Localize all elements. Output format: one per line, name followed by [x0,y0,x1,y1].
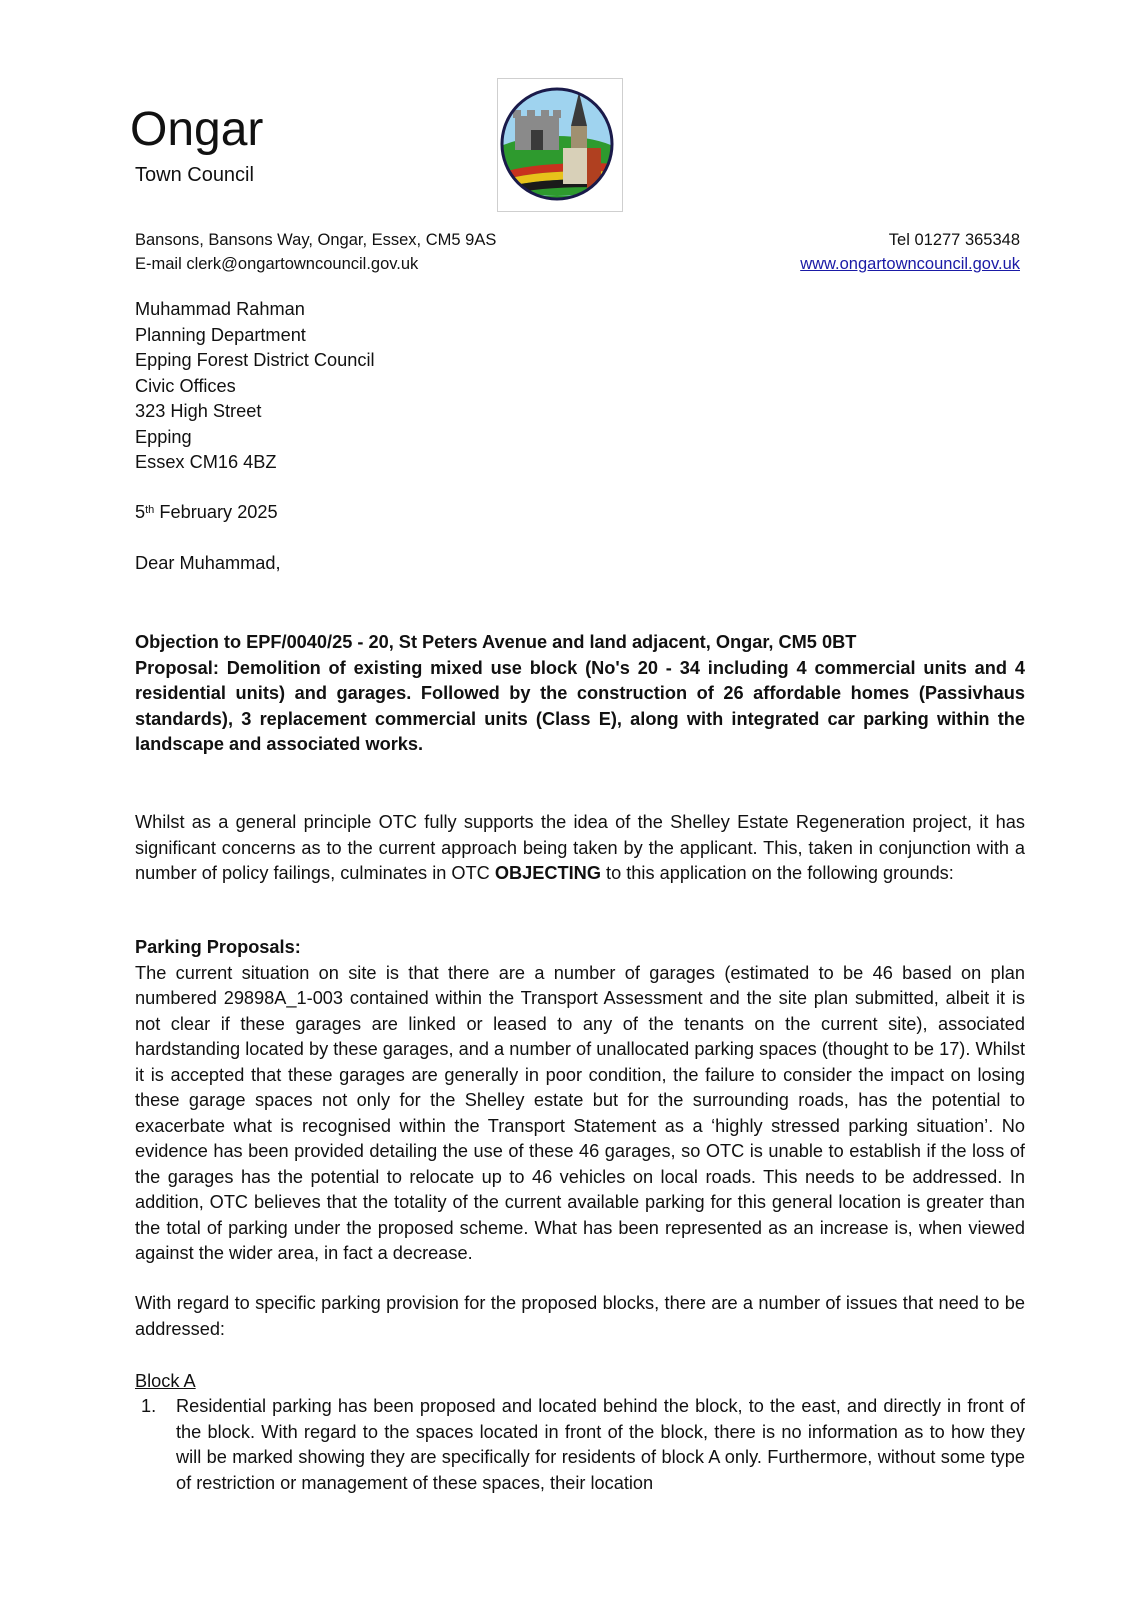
subject-proposal: Proposal: Demolition of existing mixed use block (No's 20 - 34 including 4 commercial units and 4 residential units) and garages. Followed by the construction of 26 affordable homes (Passivhaus standards), 3 replacement commercial units (Class E), along with integrated car parking within the landscape and associated works. [135,657,1025,754]
recipient-line: Essex CM16 4BZ [135,452,277,472]
recipient-line: Epping [135,426,192,447]
recipient-address [135,297,1025,476]
salutation: Dear Muhammad, [135,553,281,573]
parking-paragraph: The current situation on site is that there are a number of garages (estimated to be 46 based on plan numbered 29898A_1-003 contained within the Transport Assessment and the site plan submitted, albeit it is not clear if these garages are linked or leased to any of the tenants on the current site), associated hardstanding located by these garages, and a number of unallocated parking spaces (thought to be 17). Whilst it is accepted that these garages are generally in poor condition, the failure to consider the impact on losing these garage spaces not only for the Shelley estate but for the surrounding roads, has the potential to exacerbate what is recognised within the Transport Statement as a ‘highly stressed parking situation’. No evidence has been provided detailing the use of these 46 garages, so OTC is unable to establish if the loss of the garages has the potential to relocate up to 46 vehicles on local roads. This needs to be addressed. In addition, OTC believes that the totality of the current available parking for this general location is greater than the total of parking under the proposed scheme. What has been represented as an increase is, when viewed against the wider area, in fact a decrease. [135,962,1025,1263]
objecting-emphasis: OBJECTING [494,863,601,883]
date-rest: February 2025 [154,502,278,522]
org-subtitle: Town Council [135,164,254,186]
council-tel: Tel 01277 365348 [888,231,1020,249]
recipient-line: Epping Forest District Council [135,350,375,370]
council-email: E-mail clerk@ongartowncouncil.gov.uk [135,255,419,273]
council-website-link[interactable]: www.ongartowncouncil.gov.uk [800,255,1020,273]
recipient-line: 323 High Street [135,401,262,421]
parking-section [135,935,1025,1267]
list-item-number: 1. [141,1396,157,1416]
date-suffix: th [145,504,155,516]
list-item-text: Residential parking has been proposed and located behind the block, to the east, and directly in front of the block. With regard to the spaces located in front of the block, there is no information as to how they will be marked showing they are specifically for residents of block A only. Furthermore, without some type of restriction or management of these spaces, their location [176,1396,1025,1493]
block-a-heading: Block A [135,1371,196,1391]
recipient-line: Planning Department [135,324,306,345]
intro-text-end: to this application on the following grounds: [600,863,954,883]
council-address-block [135,228,496,276]
council-address: Bansons, Bansons Way, Ongar, Essex, CM5 9AS [135,231,497,249]
parking-regard-paragraph: With regard to specific parking provision for the proposed blocks, there are a number of issues that need to be addressed: [135,1293,1025,1339]
parking-heading: Parking Proposals: [135,937,301,957]
recipient-line: Muhammad Rahman [135,299,305,319]
subject-block [135,630,1025,758]
subject-reference: Objection to EPF/0040/25 - 20, St Peters Avenue and land adjacent, Ongar, CM5 0BT [135,632,857,652]
council-crest-icon [497,78,623,212]
org-name: Ongar [130,103,264,156]
letter-date [135,500,1025,526]
council-contact-block [800,228,1020,276]
block-a-list [135,1394,1025,1496]
recipient-line: Civic Offices [135,375,236,396]
date-day: 5 [135,502,146,522]
list-item [135,1394,1025,1496]
intro-paragraph [135,810,1025,887]
intro-text: Whilst as a general principle OTC fully supports the idea of the Shelley Estate Regeneration project, it has significant concerns as to the current approach being taken by the applicant. This, taken in conjunction with a number of policy failings, culminates in OTC [135,812,1025,883]
